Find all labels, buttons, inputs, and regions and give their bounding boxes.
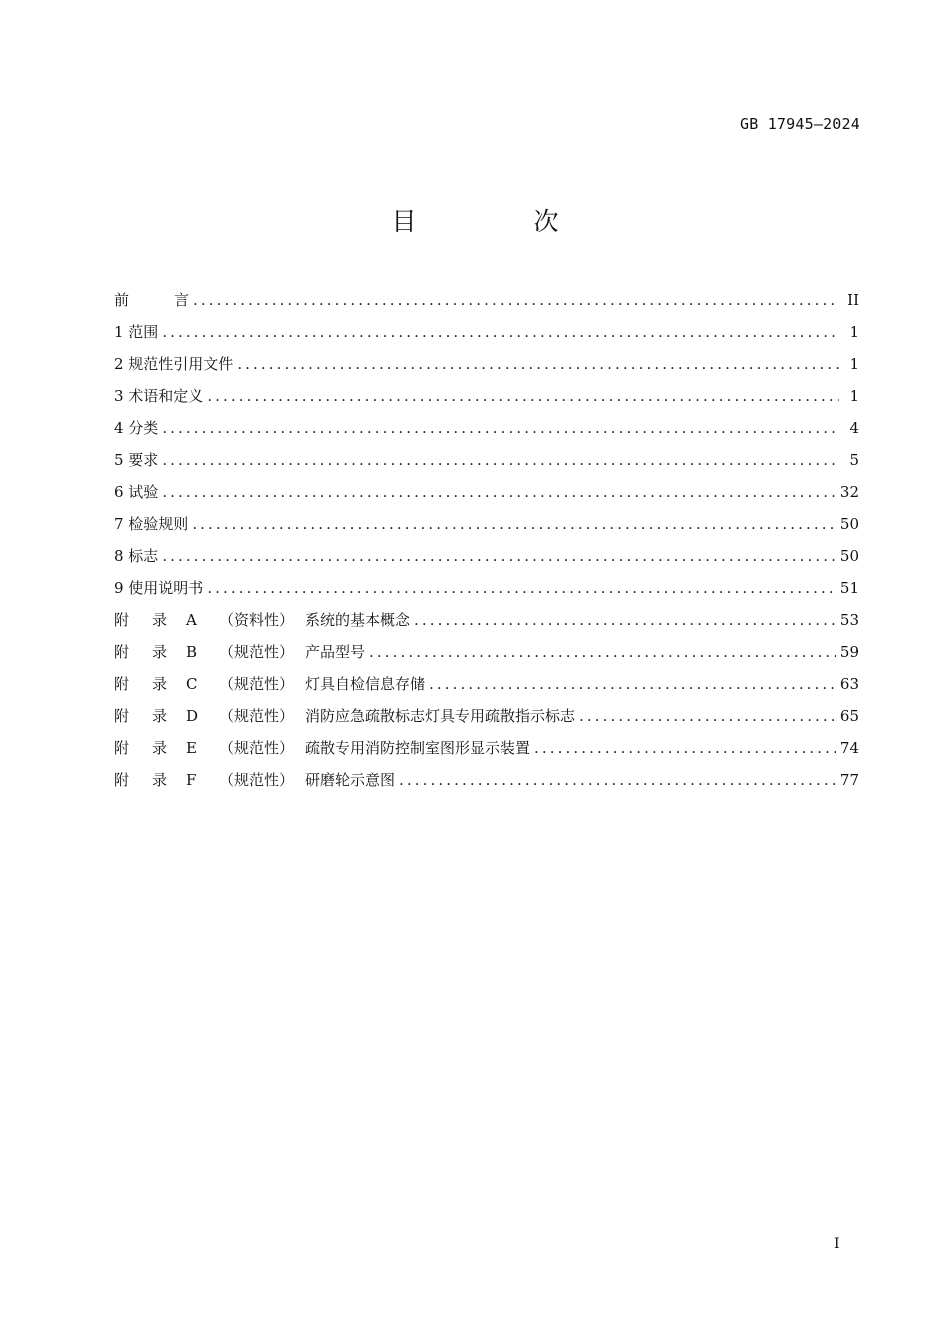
appendix-word-1: 附	[114, 611, 130, 629]
appendix-label	[114, 606, 410, 634]
toc-entry-label: 9 使用说明书	[114, 579, 204, 597]
toc-entry-label: 6 试验	[114, 483, 159, 501]
toc-entry-label: 前 言	[114, 291, 190, 309]
toc-entry-page: 63	[839, 675, 859, 693]
leader-dots	[162, 446, 839, 474]
leader-dots	[429, 670, 836, 698]
toc-entry-requirements[interactable]	[114, 446, 859, 478]
toc-entry-page: 5	[849, 451, 859, 469]
appendix-letter: A	[186, 611, 197, 629]
leader-dots	[207, 574, 836, 602]
leader-dots	[162, 542, 836, 570]
leader-dots	[579, 702, 836, 730]
appendix-letter: C	[186, 675, 198, 693]
appendix-letter: B	[186, 643, 198, 661]
appendix-label	[114, 638, 365, 666]
leader-dots	[369, 638, 836, 666]
appendix-label	[114, 702, 575, 730]
toc-entry-page: 50	[839, 547, 859, 565]
appendix-word-1: 附	[114, 707, 130, 725]
leader-dots	[162, 478, 836, 506]
appendix-word-2: 录	[152, 675, 168, 693]
appendix-letter: E	[186, 739, 197, 757]
appendix-word-2: 录	[152, 771, 168, 789]
toc-appendix-e[interactable]	[114, 734, 859, 766]
toc-appendix-d[interactable]	[114, 702, 859, 734]
leader-dots	[193, 286, 839, 314]
appendix-title: 系统的基本概念	[305, 611, 411, 629]
toc-entry-page: 65	[839, 707, 859, 725]
toc-entry-normative-references[interactable]	[114, 350, 859, 382]
toc-entry-page: 4	[849, 419, 859, 437]
appendix-kind: （资料性）	[219, 611, 295, 629]
appendix-word-1: 附	[114, 739, 130, 757]
appendix-word-2: 录	[152, 707, 168, 725]
appendix-letter: F	[186, 771, 197, 789]
toc-entry-label: 2 规范性引用文件	[114, 355, 234, 373]
appendix-kind: （规范性）	[219, 675, 295, 693]
appendix-label	[114, 670, 425, 698]
leader-dots	[414, 606, 836, 634]
toc-entry-page: 51	[839, 579, 859, 597]
appendix-word-1: 附	[114, 771, 130, 789]
toc-entry-label: 5 要求	[114, 451, 159, 469]
toc-entry-page: 1	[849, 323, 859, 341]
toc-entry-page: 59	[839, 643, 859, 661]
appendix-title: 疏散专用消防控制室图形显示装置	[305, 739, 531, 757]
leader-dots	[207, 382, 839, 410]
appendix-kind: （规范性）	[219, 739, 295, 757]
appendix-kind: （规范性）	[219, 707, 295, 725]
toc-entry-foreword[interactable]	[114, 286, 859, 318]
toc-entry-page: II	[847, 291, 859, 309]
leader-dots	[237, 350, 839, 378]
appendix-title: 研磨轮示意图	[305, 771, 396, 789]
appendix-label	[114, 734, 530, 762]
toc-entry-terms[interactable]	[114, 382, 859, 414]
toc-entry-page: 74	[839, 739, 859, 757]
appendix-kind: （规范性）	[219, 771, 295, 789]
toc-entry-label: 7 检验规则	[114, 515, 189, 533]
toc-entry-page: 1	[849, 355, 859, 373]
toc-appendix-a[interactable]	[114, 606, 859, 638]
toc-appendix-b[interactable]	[114, 638, 859, 670]
appendix-word-2: 录	[152, 611, 168, 629]
leader-dots	[192, 510, 836, 538]
appendix-word-2: 录	[152, 739, 168, 757]
toc-entry-label: 1 范围	[114, 323, 159, 341]
appendix-kind: （规范性）	[219, 643, 295, 661]
appendix-word-2: 录	[152, 643, 168, 661]
toc-entry-label: 8 标志	[114, 547, 159, 565]
toc-entry-label: 3 术语和定义	[114, 387, 204, 405]
toc-entry-inspection-rules[interactable]	[114, 510, 859, 542]
toc-entry-classification[interactable]	[114, 414, 859, 446]
standard-number: GB 17945—2024	[740, 115, 860, 133]
toc-entry-page: 77	[839, 771, 859, 789]
toc-entry-page: 1	[849, 387, 859, 405]
leader-dots	[162, 318, 839, 346]
appendix-title: 产品型号	[305, 643, 366, 661]
appendix-word-1: 附	[114, 675, 130, 693]
appendix-title: 消防应急疏散标志灯具专用疏散指示标志	[305, 707, 576, 725]
toc-appendix-c[interactable]	[114, 670, 859, 702]
appendix-label	[114, 766, 395, 794]
toc-appendix-f[interactable]	[114, 766, 859, 798]
toc-entry-page: 32	[839, 483, 859, 501]
appendix-word-1: 附	[114, 643, 130, 661]
table-of-contents	[114, 286, 859, 798]
leader-dots	[399, 766, 836, 794]
page-number: I	[834, 1236, 840, 1252]
appendix-title: 灯具自检信息存储	[305, 675, 426, 693]
toc-entry-page: 53	[839, 611, 859, 629]
toc-entry-page: 50	[839, 515, 859, 533]
toc-entry-marking[interactable]	[114, 542, 859, 574]
appendix-letter: D	[186, 707, 199, 725]
toc-entry-instructions[interactable]	[114, 574, 859, 606]
leader-dots	[534, 734, 836, 762]
toc-entry-tests[interactable]	[114, 478, 859, 510]
toc-entry-scope[interactable]	[114, 318, 859, 350]
leader-dots	[162, 414, 839, 442]
page-title: 目 次	[391, 207, 605, 236]
toc-entry-label: 4 分类	[114, 419, 159, 437]
